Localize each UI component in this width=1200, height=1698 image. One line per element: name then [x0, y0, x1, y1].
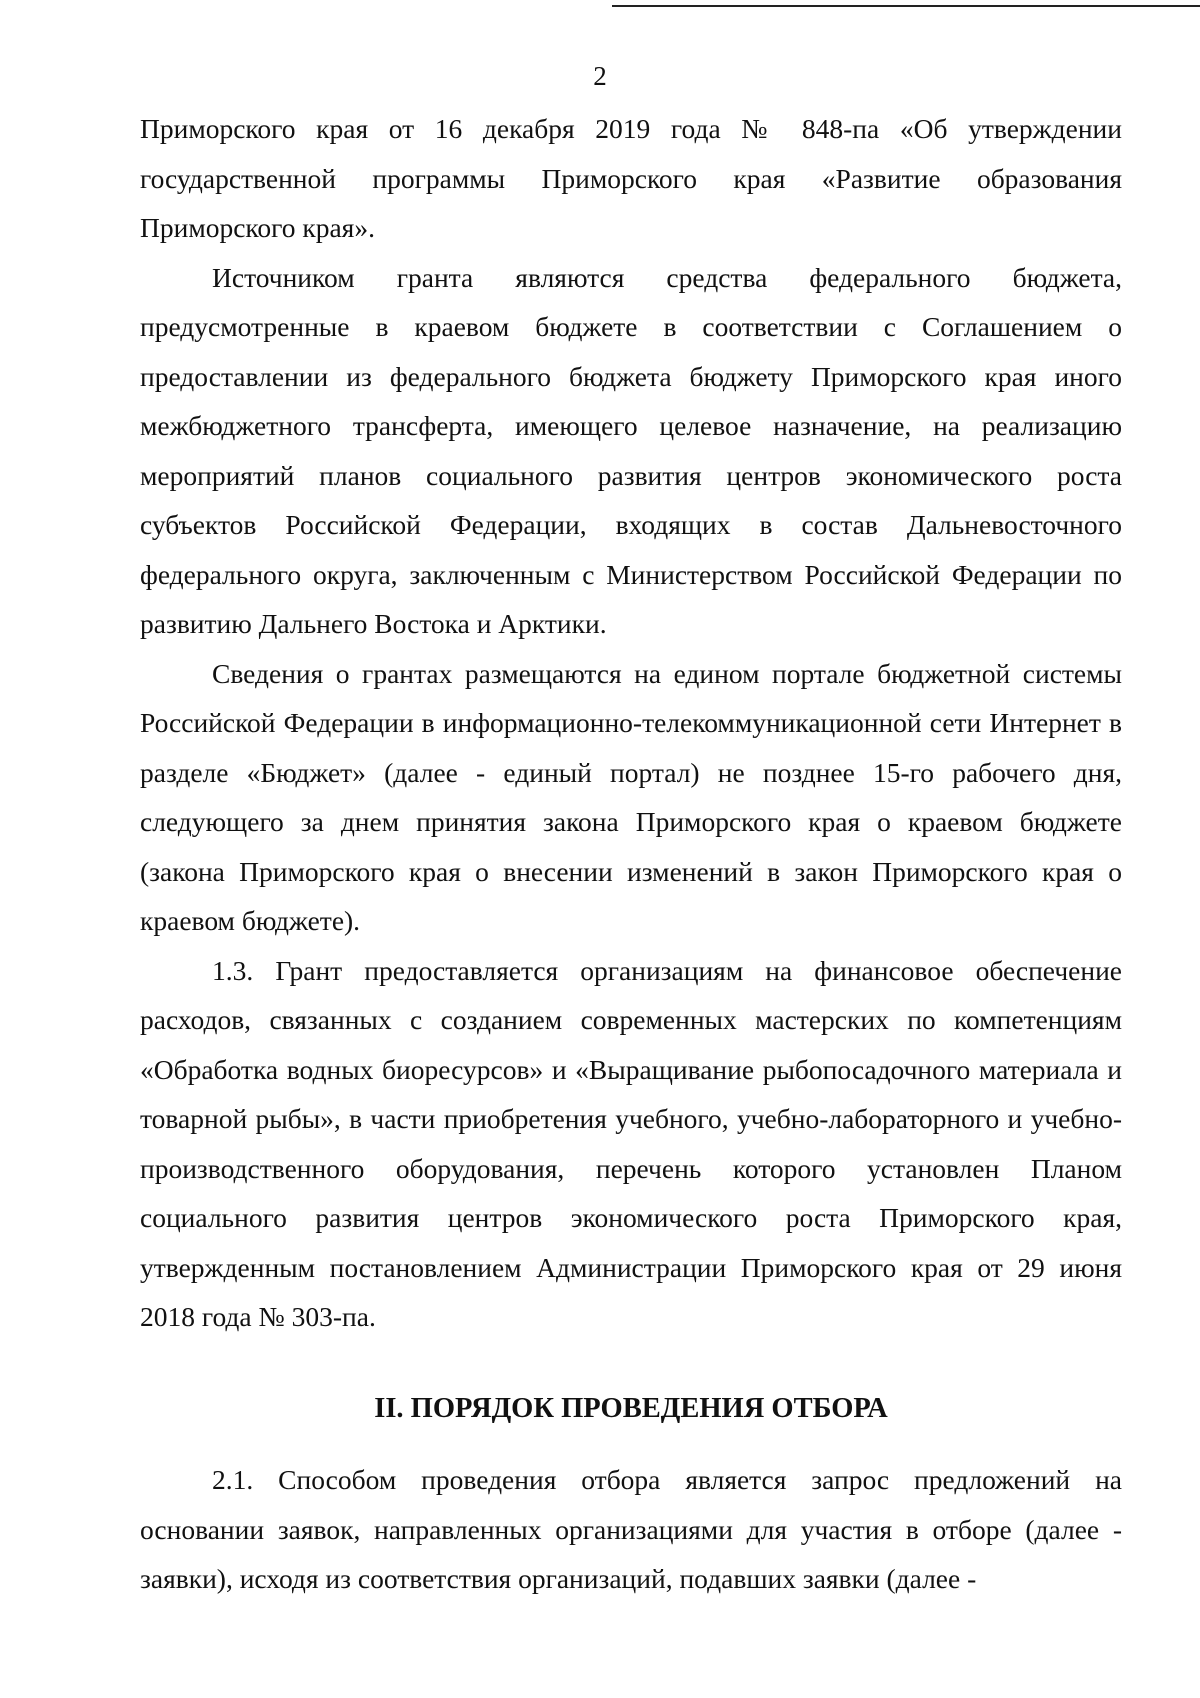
- document-body: [140, 104, 1122, 1604]
- paragraph-program-reference: Приморского края от 16 декабря 2019 года № 848-па «Об утверждении государственной программы Приморского края «Развитие образования Приморского края».: [140, 113, 1122, 243]
- paragraph-selection-method: 2.1. Способом проведения отбора является запрос предложений на основании заявок, направленных организациями для участия в отборе (далее - заявки), исходя из соответствия организаций, подавших заявки (далее -: [140, 1464, 1122, 1594]
- paragraph-grant-source: Источником гранта являются средства федерального бюджета, предусмотренные в краевом бюджете в соответствии с Соглашением о предоставлении из федерального бюджета бюджету Приморского края иного межбюджетного трансферта, имеющего целевое назначение, на реализацию мероприятий планов социального развития центров экономического роста субъектов Российской Федерации, входящих в состав Дальневосточного федерального округа, заключенным с Министерством Российской Федерации по развитию Дальнего Востока и Арктики.: [140, 261, 1122, 639]
- paragraph-grant-information: Сведения о грантах размещаются на едином портале бюджетной системы Российской Федерации в информационно-телекоммуникационной сети Интернет в разделе «Бюджет» (далее - единый портал) не позднее 15-го рабочего дня, следующего за днем принятия закона Приморского края о краевом бюджете (закона Приморского края о внесении изменений в закон Приморского края о краевом бюджете).: [140, 657, 1122, 936]
- section-heading: II. ПОРЯДОК ПРОВЕДЕНИЯ ОТБОРА: [374, 1392, 888, 1424]
- page-number: 2: [593, 61, 607, 91]
- top-scan-rule: [612, 5, 1200, 7]
- paragraph-grant-purpose: 1.3. Грант предоставляется организациям на финансовое обеспечение расходов, связанных с созданием современных мастерских по компетенциям «Обработка водных биоресурсов» и «Выращивание рыбопосадочного материала и товарной рыбы», в части приобретения учебного, учебно-лабораторного и учебно-производственного оборудования, перечень которого установлен Планом социального развития центров экономического роста Приморского края, утвержденным постановлением Администрации Приморского края от 29 июня 2018 года № 303-па.: [140, 954, 1122, 1332]
